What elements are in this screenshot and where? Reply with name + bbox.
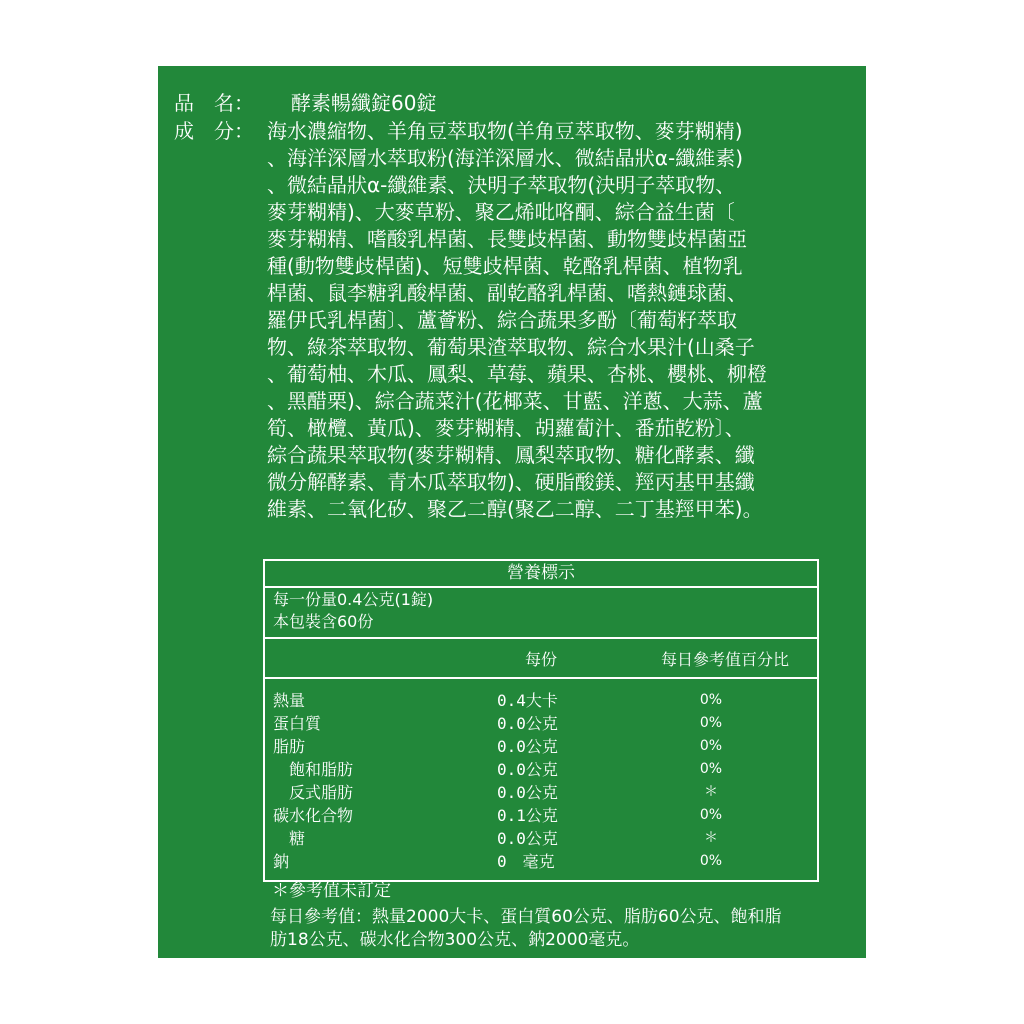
footnote-daily-reference-1: 每日參考值：熱量2000大卡、蛋白質60公克、脂肪60公克、飽和脂 xyxy=(270,907,782,927)
product-label-panel xyxy=(158,66,866,958)
ingredients-line: 、黑醋栗)、綜合蔬菜汁(花椰菜、甘藍、洋蔥、大蒜、蘆 xyxy=(267,389,763,413)
nutrient-name: 熱量 xyxy=(273,691,306,710)
product-name-label: 品 名： xyxy=(174,91,254,115)
ingredients-line: 海水濃縮物、羊角豆萃取物(羊角豆萃取物、麥芽糊精) xyxy=(267,119,743,143)
servings-per-package: 本包裝含60份 xyxy=(273,612,374,631)
nutrient-amount: 0.0公克 xyxy=(497,714,558,733)
nutrient-name: 糖 xyxy=(289,829,306,848)
serving-size: 每一份量0.4公克(1錠) xyxy=(273,590,434,609)
nutrient-amount: 0.0公克 xyxy=(497,829,558,848)
daily-value-header: 每日參考值百分比 xyxy=(661,650,790,669)
nutrient-daily-value: 0% xyxy=(699,761,723,777)
nutrient-name: 脂肪 xyxy=(273,737,306,756)
nutrition-row xyxy=(265,781,817,804)
ingredients-line: 微分解酵素、青木瓜萃取物)、硬脂酸鎂、羥丙基甲基纖 xyxy=(267,470,755,494)
product-name-value: 酵素暢纖錠60錠 xyxy=(291,91,437,115)
serving-info xyxy=(265,588,817,639)
nutrient-amount: 0.0公克 xyxy=(497,737,558,756)
ingredients-line: 麥芽糊精)、大麥草粉、聚乙烯吡咯酮、綜合益生菌〔 xyxy=(267,200,735,224)
nutrient-amount: 0.1公克 xyxy=(497,806,558,825)
ingredients-line: 種(動物雙歧桿菌)、短雙歧桿菌、乾酪乳桿菌、植物乳 xyxy=(267,254,743,278)
nutrition-row xyxy=(265,804,817,827)
nutrient-daily-value: ＊ xyxy=(704,830,718,846)
nutrition-row xyxy=(265,827,817,850)
nutrient-amount: 0.0公克 xyxy=(497,760,558,779)
nutrition-rows xyxy=(265,679,817,873)
nutrient-daily-value: 0% xyxy=(699,853,723,869)
ingredients-list xyxy=(267,118,767,523)
ingredients-line: 羅伊氏乳桿菌〕、蘆薈粉、綜合蔬果多酚〔葡萄籽萃取 xyxy=(267,308,737,332)
nutrition-column-header xyxy=(265,639,817,679)
nutrient-amount: 0.0公克 xyxy=(497,783,558,802)
nutrition-title: 營養標示 xyxy=(265,561,817,588)
nutrient-daily-value: 0% xyxy=(699,738,723,754)
nutrition-row xyxy=(265,712,817,735)
ingredients-line: 桿菌、鼠李糖乳酸桿菌、副乾酪乳桿菌、嗜熱鏈球菌、 xyxy=(267,281,747,305)
ingredients-line: 、海洋深層水萃取粉(海洋深層水、微結晶狀α-纖維素) xyxy=(267,146,744,170)
nutrient-daily-value: 0% xyxy=(699,807,723,823)
ingredients-line: 維素、二氧化矽、聚乙二醇(聚乙二醇、二丁基羥甲苯)。 xyxy=(267,497,763,521)
ingredients-line: 物、綠茶萃取物、葡萄果渣萃取物、綜合水果汁(山桑子 xyxy=(267,335,755,359)
nutrient-amount: 0.4大卡 xyxy=(497,691,558,710)
ingredients-line: 、葡萄柚、木瓜、鳳梨、草莓、蘋果、杏桃、櫻桃、柳橙 xyxy=(267,362,767,386)
ingredients-label: 成 分： xyxy=(174,119,254,143)
nutrition-row xyxy=(265,689,817,712)
nutrition-facts-table xyxy=(263,559,819,882)
per-serving-header: 每份 xyxy=(525,650,558,669)
nutrient-name: 飽和脂肪 xyxy=(289,760,354,779)
nutrient-daily-value: ＊ xyxy=(704,784,718,800)
ingredients-line: 綜合蔬果萃取物(麥芽糊精、鳳梨萃取物、糖化酵素、纖 xyxy=(267,443,755,467)
footnote-daily-reference-2: 肪18公克、碳水化合物300公克、鈉2000毫克。 xyxy=(270,930,640,950)
footnote-not-established: ＊參考值未訂定 xyxy=(272,881,391,901)
nutrient-name: 碳水化合物 xyxy=(273,806,354,825)
nutrition-row xyxy=(265,758,817,781)
nutrient-name: 鈉 xyxy=(273,852,290,871)
ingredients-line: 筍、橄欖、黃瓜)、麥芽糊精、胡蘿蔔汁、番茄乾粉〕、 xyxy=(267,416,745,440)
nutrient-amount: 0 毫克 xyxy=(497,852,555,871)
nutrition-row xyxy=(265,735,817,758)
nutrient-daily-value: 0% xyxy=(699,692,723,708)
nutrient-name: 反式脂肪 xyxy=(289,783,354,802)
ingredients-line: 麥芽糊精、嗜酸乳桿菌、長雙歧桿菌、動物雙歧桿菌亞 xyxy=(267,227,747,251)
nutrition-row xyxy=(265,850,817,873)
nutrient-daily-value: 0% xyxy=(699,715,723,731)
ingredients-line: 、微結晶狀α-纖維素、決明子萃取物(決明子萃取物、 xyxy=(267,173,736,197)
nutrient-name: 蛋白質 xyxy=(273,714,322,733)
